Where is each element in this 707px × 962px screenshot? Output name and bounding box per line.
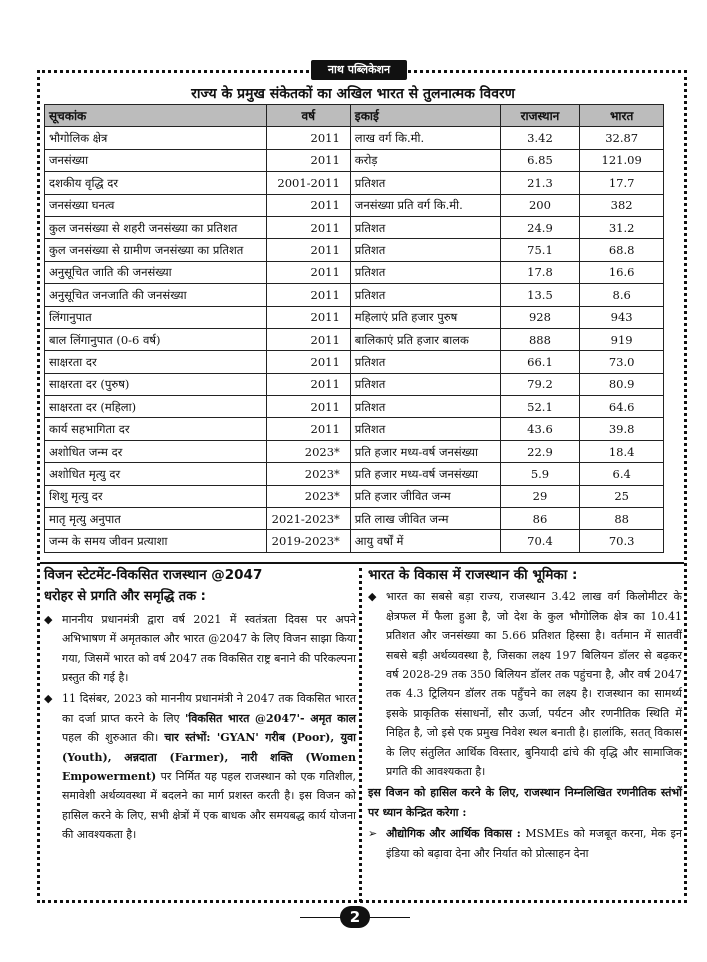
- header-rajasthan: राजस्थान: [500, 105, 580, 127]
- cell-indicator: जनसंख्या: [45, 149, 267, 171]
- cell-unit: आयु वर्षों में: [350, 530, 500, 552]
- table-row: [45, 373, 664, 395]
- cell-indicator: भौगोलिक क्षेत्र: [45, 127, 267, 149]
- table-row: [45, 418, 664, 440]
- cell-unit: करोड़: [350, 149, 500, 171]
- table-row: [45, 440, 664, 462]
- cell-year: 2023*: [266, 463, 350, 485]
- cell-india: 8.6: [580, 284, 664, 306]
- cell-india: 64.6: [580, 396, 664, 418]
- cell-indicator: मातृ मृत्यु अनुपात: [45, 508, 267, 530]
- role-section: [368, 566, 682, 865]
- cell-india: 17.7: [580, 172, 664, 194]
- cell-unit: प्रतिशत: [350, 284, 500, 306]
- cell-indicator: शिशु मृत्यु दर: [45, 485, 267, 507]
- cell-unit: प्रतिशत: [350, 261, 500, 283]
- cell-unit: प्रति हजार मध्य-वर्ष जनसंख्या: [350, 440, 500, 462]
- cell-indicator: अशोधित मृत्यु दर: [45, 463, 267, 485]
- header-indicator: सूचकांक: [45, 105, 267, 127]
- arrow-bullet-icon: ➢: [368, 827, 378, 841]
- table-header-row: [45, 105, 664, 127]
- cell-year: 2011: [266, 373, 350, 395]
- cell-rajasthan: 13.5: [500, 284, 580, 306]
- cell-india: 121.09: [580, 149, 664, 171]
- cell-year: 2023*: [266, 485, 350, 507]
- role-paragraph: ◆ भारत का सबसे बड़ा राज्य, राजस्थान 3.42 लाख वर्ग किलोमीटर के क्षेत्रफल में फैला हुआ है, जो देश के कुल भौगोलिक क्षेत्र का 10.41 प्रतिशत और जनसंख्या का 5.66 प्रतिशत हिस्सा है। वर्तमान में सातवीं सबसे बड़ी अर्थव्यवस्था है, जिसका लक्ष्य 197 बिलियन डॉलर से बढ़कर वर्ष 2028-29 तक 350 बिलियन डॉलर तक पहुंचना है, और वर्ष 2047 तक 4.3 ट्रिलियन डॉलर तक पहुँचने का लक्ष्य है। राजस्थान का सामर्थ्य इसके प्राकृतिक संसाधनों, सौर ऊर्जा, पर्यटन और रणनीतिक स्थिति में निहित है, जो इसे एक प्रमुख निवेश स्थल बनाती है। हालांकि, सतत् विकास के लिए संतुलित आर्थिक विस्तार, बुनियादी ढांचे की वृद्धि और सामाजिक प्रगति की आवश्यकता है।: [368, 587, 682, 781]
- indicator-table: [44, 104, 664, 553]
- cell-unit: प्रतिशत: [350, 172, 500, 194]
- cell-indicator: कुल जनसंख्या से शहरी जनसंख्या का प्रतिशत: [45, 216, 267, 238]
- cell-india: 32.87: [580, 127, 664, 149]
- cell-rajasthan: 75.1: [500, 239, 580, 261]
- table-row: [45, 284, 664, 306]
- cell-unit: प्रतिशत: [350, 239, 500, 261]
- publisher-label: नाथ पब्लिकेशन: [311, 60, 407, 80]
- cell-india: 6.4: [580, 463, 664, 485]
- cell-india: 70.3: [580, 530, 664, 552]
- header-year: वर्ष: [266, 105, 350, 127]
- cell-unit: बालिकाएं प्रति हजार बालक: [350, 328, 500, 350]
- cell-rajasthan: 86: [500, 508, 580, 530]
- cell-rajasthan: 5.9: [500, 463, 580, 485]
- cell-unit: प्रतिशत: [350, 396, 500, 418]
- cell-india: 31.2: [580, 216, 664, 238]
- cell-unit: प्रति लाख जीवित जन्म: [350, 508, 500, 530]
- table-row: [45, 149, 664, 171]
- vision-subheading: धरोहर से प्रगति और समृद्धि तक :: [44, 589, 206, 605]
- table-row: [45, 216, 664, 238]
- cell-india: 88: [580, 508, 664, 530]
- table-row: [45, 261, 664, 283]
- cell-indicator: लिंगानुपात: [45, 306, 267, 328]
- vision-section: [44, 566, 356, 847]
- strategy-item-industrial: ➢ औद्योगिक और आर्थिक विकास : MSMEs को मजबूत करना, मेक इन इंडिया को बढ़ावा देना और निर्यात को प्रोत्साहन देना: [368, 824, 682, 863]
- cell-unit: प्रतिशत: [350, 216, 500, 238]
- diamond-bullet-icon: ◆: [368, 590, 377, 604]
- cell-unit: प्रतिशत: [350, 351, 500, 373]
- cell-india: 68.8: [580, 239, 664, 261]
- cell-indicator: बाल लिंगानुपात (0-6 वर्ष): [45, 328, 267, 350]
- role-heading: भारत के विकास में राजस्थान की भूमिका :: [368, 567, 578, 583]
- table-row: [45, 530, 664, 552]
- cell-year: 2011: [266, 418, 350, 440]
- cell-rajasthan: 928: [500, 306, 580, 328]
- cell-year: 2011: [266, 328, 350, 350]
- cell-rajasthan: 200: [500, 194, 580, 216]
- cell-year: 2001-2011: [266, 172, 350, 194]
- header-unit: इकाई: [350, 105, 500, 127]
- cell-unit: लाख वर्ग कि.मी.: [350, 127, 500, 149]
- cell-rajasthan: 43.6: [500, 418, 580, 440]
- cell-rajasthan: 17.8: [500, 261, 580, 283]
- table-row: [45, 351, 664, 373]
- diamond-bullet-icon: ◆: [44, 692, 53, 706]
- cell-rajasthan: 70.4: [500, 530, 580, 552]
- cell-rajasthan: 66.1: [500, 351, 580, 373]
- cell-indicator: साक्षरता दर (पुरुष): [45, 373, 267, 395]
- table-row: [45, 328, 664, 350]
- cell-unit: महिलाएं प्रति हजार पुरुष: [350, 306, 500, 328]
- cell-year: 2011: [266, 149, 350, 171]
- cell-year: 2011: [266, 194, 350, 216]
- table-row: [45, 239, 664, 261]
- cell-unit: प्रतिशत: [350, 418, 500, 440]
- cell-year: 2019-2023*: [266, 530, 350, 552]
- cell-india: 39.8: [580, 418, 664, 440]
- cell-year: 2011: [266, 396, 350, 418]
- cell-indicator: साक्षरता दर: [45, 351, 267, 373]
- strategy-intro: इस विजन को हासिल करने के लिए, राजस्थान निम्नलिखित रणनीतिक स्तंभों पर ध्यान केन्द्रित करेगा :: [368, 786, 682, 819]
- table-row: [45, 485, 664, 507]
- cell-india: 382: [580, 194, 664, 216]
- cell-indicator: जन्म के समय जीवन प्रत्याशा: [45, 530, 267, 552]
- cell-india: 25: [580, 485, 664, 507]
- cell-rajasthan: 21.3: [500, 172, 580, 194]
- cell-rajasthan: 6.85: [500, 149, 580, 171]
- cell-rajasthan: 24.9: [500, 216, 580, 238]
- cell-rajasthan: 52.1: [500, 396, 580, 418]
- table-title: राज्य के प्रमुख संकेतकों का अखिल भारत से तुलनात्मक विवरण: [191, 86, 515, 102]
- cell-india: 919: [580, 328, 664, 350]
- table-row: [45, 508, 664, 530]
- page-number: 2: [340, 906, 370, 928]
- cell-indicator: कुल जनसंख्या से ग्रामीण जनसंख्या का प्रतिशत: [45, 239, 267, 261]
- cell-year: 2011: [266, 284, 350, 306]
- cell-indicator: अनुसूचित जाति की जनसंख्या: [45, 261, 267, 283]
- cell-indicator: कार्य सहभागिता दर: [45, 418, 267, 440]
- cell-year: 2021-2023*: [266, 508, 350, 530]
- cell-unit: प्रतिशत: [350, 373, 500, 395]
- vision-paragraph-2: ◆ 11 दिसंबर, 2023 को माननीय प्रधानमंत्री ने 2047 तक विकसित भारत का दर्जा प्राप्त करने के लिए 'विकसित भारत @2047'- अमृत काल पहल की शुरुआत की। चार स्तंभों: 'GYAN' गरीब (Poor), युवा (Youth), अन्नदाता (Farmer), नारी शक्ति (Women Empowerment) पर निर्मित यह पहल राजस्थान को एक गतिशील, समावेशी अर्थव्यवस्था में बदलने का मार्ग प्रशस्त करती है। इस विजन को हासिल करने के लिए, सभी क्षेत्रों में एक बाधक और समयबद्ध कार्य योजना की आवश्यकता है।: [44, 689, 356, 844]
- cell-indicator: जनसंख्या घनत्व: [45, 194, 267, 216]
- cell-rajasthan: 79.2: [500, 373, 580, 395]
- vision-paragraph-1: ◆ माननीय प्रधानमंत्री द्वारा वर्ष 2021 में स्वतंत्रता दिवस पर अपने अभिभाषण में अमृतकाल और भारत @2047 के लिए विजन साझा किया गया, जिसमें भारत को वर्ष 2047 तक विकसित राष्ट्र बनाने की परिकल्पना प्रस्तुत की गई है।: [44, 610, 356, 688]
- cell-rajasthan: 29: [500, 485, 580, 507]
- table-row: [45, 127, 664, 149]
- table-row: [45, 194, 664, 216]
- cell-indicator: दशकीय वृद्धि दर: [45, 172, 267, 194]
- cell-india: 18.4: [580, 440, 664, 462]
- cell-year: 2011: [266, 306, 350, 328]
- table-row: [45, 396, 664, 418]
- table-row: [45, 463, 664, 485]
- cell-india: 80.9: [580, 373, 664, 395]
- cell-year: 2011: [266, 239, 350, 261]
- cell-year: 2011: [266, 351, 350, 373]
- vision-heading: विजन स्टेटमेंट-विकसित राजस्थान @2047: [44, 567, 263, 583]
- section-divider: [40, 562, 684, 564]
- cell-unit: जनसंख्या प्रति वर्ग कि.मी.: [350, 194, 500, 216]
- cell-year: 2023*: [266, 440, 350, 462]
- diamond-bullet-icon: ◆: [44, 612, 53, 626]
- cell-year: 2011: [266, 216, 350, 238]
- cell-unit: प्रति हजार जीवित जन्म: [350, 485, 500, 507]
- cell-unit: प्रति हजार मध्य-वर्ष जनसंख्या: [350, 463, 500, 485]
- column-divider: [359, 568, 362, 902]
- header-india: भारत: [580, 105, 664, 127]
- table-row: [45, 306, 664, 328]
- cell-india: 943: [580, 306, 664, 328]
- cell-indicator: साक्षरता दर (महिला): [45, 396, 267, 418]
- cell-rajasthan: 888: [500, 328, 580, 350]
- cell-rajasthan: 3.42: [500, 127, 580, 149]
- cell-indicator: अनुसूचित जनजाति की जनसंख्या: [45, 284, 267, 306]
- cell-year: 2011: [266, 261, 350, 283]
- cell-indicator: अशोधित जन्म दर: [45, 440, 267, 462]
- cell-year: 2011: [266, 127, 350, 149]
- cell-india: 73.0: [580, 351, 664, 373]
- cell-rajasthan: 22.9: [500, 440, 580, 462]
- table-row: [45, 172, 664, 194]
- cell-india: 16.6: [580, 261, 664, 283]
